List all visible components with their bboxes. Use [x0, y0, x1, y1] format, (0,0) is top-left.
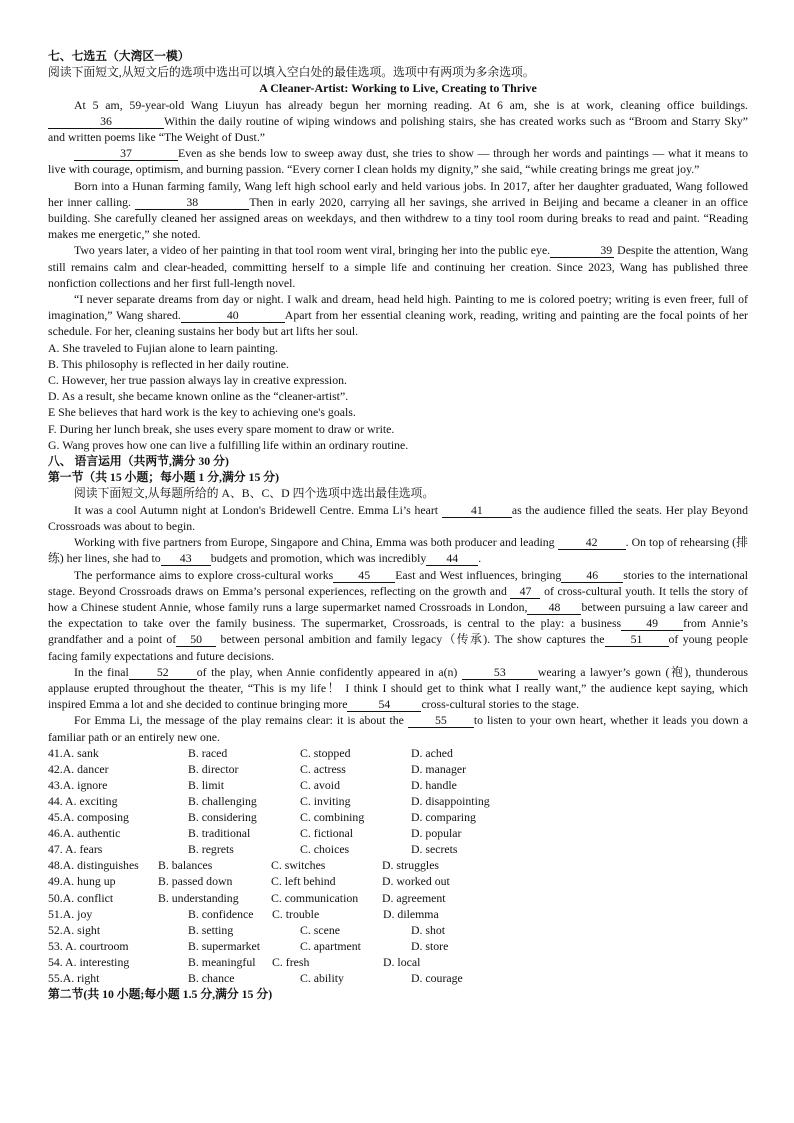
option-a: A. She traveled to Fujian alone to learn painting. — [48, 340, 278, 355]
blank-53[interactable]: 53 — [462, 666, 538, 680]
choice-option[interactable]: D. dilemma — [383, 906, 439, 921]
choice-option[interactable]: D. store — [411, 938, 449, 953]
choice-row-45 — [48, 809, 748, 825]
blank-52[interactable]: 52 — [129, 666, 197, 680]
choice-option[interactable]: 42.A. dancer — [48, 761, 109, 776]
choice-option[interactable]: D. comparing — [411, 810, 476, 825]
passage-title: A Cleaner-Artist: Working to Live, Creating to Thrive — [259, 81, 537, 96]
choice-option[interactable]: D. manager — [411, 761, 467, 776]
section7-options — [48, 340, 748, 453]
choice-option[interactable]: 52.A. sight — [48, 922, 101, 937]
choice-option[interactable]: B. setting — [188, 922, 234, 937]
choice-row-44 — [48, 793, 748, 809]
choice-option[interactable]: D. local — [383, 954, 421, 969]
choice-option[interactable]: B. challenging — [188, 794, 257, 809]
blank-36[interactable]: 36 — [48, 115, 164, 129]
passage-paragraph-5: “I never separate dreams from day or night. I walk and dream, head held high. Painting to me is colored poetry; writing is even freer, full of imagination,” Wang shared. 40 Apart from her essential cleaning work, reading, writing and painting are the focal points of her schedule. For her, cleaning sustains her body but art lifts her soul. — [48, 292, 748, 339]
choice-option[interactable]: 51.A. joy — [48, 906, 93, 921]
choice-option[interactable]: B. regrets — [188, 842, 234, 857]
blank-37[interactable]: 37 — [74, 147, 178, 161]
choice-option[interactable]: 50.A. conflict — [48, 890, 114, 905]
blank-40[interactable]: 40 — [181, 309, 285, 323]
option-b: B. This philosophy is reflected in her daily routine. — [48, 356, 289, 371]
choice-option[interactable]: 48.A. distinguishes — [48, 858, 139, 873]
choice-option[interactable]: B. limit — [188, 777, 225, 792]
choice-option[interactable]: D. secrets — [411, 842, 458, 857]
choice-option[interactable]: D. popular — [411, 826, 462, 841]
choice-option[interactable]: D. struggles — [382, 858, 440, 873]
blank-39[interactable]: 39 — [550, 244, 614, 258]
choice-option[interactable]: 47. A. fears — [48, 842, 103, 857]
choice-option[interactable]: C. communication — [271, 890, 359, 905]
choice-option[interactable]: C. combining — [300, 810, 365, 825]
choice-option[interactable]: C. avoid — [300, 777, 340, 792]
choices-48-51 — [48, 857, 748, 921]
choice-option[interactable]: C. stopped — [300, 745, 351, 760]
choice-option[interactable]: 53. A. courtroom — [48, 938, 129, 953]
choice-option[interactable]: B. raced — [188, 745, 228, 760]
choice-option[interactable]: D. ached — [411, 745, 453, 760]
choice-row-41 — [48, 745, 748, 761]
choice-option[interactable]: B. confidence — [188, 906, 254, 921]
blank-47[interactable]: 47 — [510, 585, 540, 599]
choice-option[interactable]: C. scene — [300, 922, 340, 937]
choice-row-47 — [48, 841, 748, 857]
choice-option[interactable]: D. courage — [411, 971, 463, 986]
blank-55[interactable]: 55 — [408, 714, 474, 728]
choice-option[interactable]: C. fictional — [300, 826, 354, 841]
choice-option[interactable]: C. left behind — [271, 874, 336, 889]
choice-option[interactable]: B. director — [188, 761, 239, 776]
choice-option[interactable]: B. meaningful — [188, 954, 256, 969]
choice-option[interactable]: C. choices — [300, 842, 350, 857]
choice-option[interactable]: B. traditional — [188, 826, 251, 841]
option-d: D. As a result, she became known online as the “cleaner-artist”. — [48, 389, 349, 404]
choice-option[interactable]: B. considering — [188, 810, 257, 825]
choice-option[interactable]: B. understanding — [158, 890, 239, 905]
passage-paragraph-3: Born into a Hunan farming family, Wang left high school early and held various jobs. In 2017, after her daughter graduated, Wang followed her inner calling. 38 Then in early 2020, carrying all her savings, she arrived in Beijing and became a cleaner in an office building. She carefully cleaned her assigned areas on weekdays, and then withdrew to a tiny tool room during breaks to read and paint. “Reading makes me energetic,” she noted. — [48, 178, 749, 242]
choices-54-55 — [48, 954, 748, 986]
choices-41-47 — [48, 745, 748, 858]
choice-option[interactable]: 55.A. right — [48, 971, 100, 986]
choice-row-51 — [48, 906, 748, 922]
choice-option[interactable]: 41.A. sank — [48, 745, 99, 760]
choice-option[interactable]: C. switches — [271, 858, 326, 873]
choice-option[interactable]: B. chance — [188, 971, 235, 986]
section7-instruction: 阅读下面短文,从短文后的选项中选出可以填入空白处的最佳选项。选项中有两项为多余选项。 — [48, 65, 535, 80]
choice-row-42 — [48, 761, 748, 777]
blank-45[interactable]: 45 — [333, 569, 395, 583]
choice-option[interactable]: 46.A. authentic — [48, 826, 121, 841]
choice-row-49 — [48, 873, 748, 889]
choices-52-53 — [48, 922, 748, 954]
blank-50[interactable]: 50 — [176, 633, 216, 647]
choice-option[interactable]: B. balances — [158, 858, 213, 873]
choice-option[interactable]: 44. A. exciting — [48, 794, 118, 809]
option-e: E She believes that hard work is the key to achieving one's goals. — [48, 405, 356, 420]
blank-46[interactable]: 46 — [561, 569, 623, 583]
choice-row-48 — [48, 857, 748, 873]
choice-option[interactable]: C. actress — [300, 761, 346, 776]
section8-part2-heading: 第二节(共 10 小题;每小题 1.5 分,满分 15 分) — [48, 987, 273, 1002]
cloze-paragraph-2: Working with five partners from Europe, Singapore and China, Emma was both producer and leading 42 . On top of rehearsing (排练) her lines, she had to 43 budgets and promotion, which was incredibly 44 . — [48, 535, 748, 566]
choice-option[interactable]: D. worked out — [382, 874, 450, 889]
choice-option[interactable]: 45.A. composing — [48, 810, 129, 825]
blank-48[interactable]: 48 — [527, 601, 581, 615]
choice-option[interactable]: C. fresh — [272, 954, 310, 969]
choice-option[interactable]: 43.A. ignore — [48, 777, 108, 792]
section7-heading: 七、七选五（大湾区一模） — [48, 49, 190, 63]
blank-42[interactable]: 42 — [558, 536, 626, 550]
choice-option[interactable]: C. ability — [300, 971, 344, 986]
choice-row-55 — [48, 970, 748, 986]
choice-option[interactable]: C. apartment — [300, 938, 361, 953]
section8-part1-heading: 第一节（共 15 小题；每小题 1 分,满分 15 分) — [48, 470, 280, 485]
choice-option[interactable]: C. trouble — [272, 906, 320, 921]
passage-paragraph-1: At 5 am, 59-year-old Wang Liuyun has already begun her morning reading. At 6 am, she is at work, cleaning office buildings. 36 Within the daily routine of wiping windows and polishing stairs, she has created works such as “Broom and Starry Sky” and written poems like “The Weight of Dust.” — [48, 97, 748, 145]
choice-option[interactable]: 54. A. interesting — [48, 954, 130, 969]
cloze-paragraph-3: The performance aims to explore cross-cultural works 45 East and West influences, bringing 46 stories to the international stage. Beyond Crossroads draws on Emma’s personal experiences, reflecting on the growth and 47 of cross-cultural youth. It tells the story of how a Chinese student Annie, whose family runs a large supermarket named Crossroads in London, 48 between pursuing a law career and the expectation to take over the family business. The supermarket, Crossroads, is central to the play: a business 49 from Annie’s grandfather and a point of 50 between personal ambition and family legacy（传承). The show captures the 51 of young people facing family expectations and future decisions. — [48, 567, 748, 663]
choice-row-50 — [48, 890, 748, 906]
section8-heading: 八、 语言运用（共两节,满分 30 分) — [48, 454, 229, 469]
choice-option[interactable]: D. disappointing — [411, 794, 490, 809]
exam-page — [48, 48, 748, 1002]
blank-49[interactable]: 49 — [621, 617, 683, 631]
section8-instruction: 阅读下面短文,从每题所给的 A、B、C、D 四个选项中选出最佳选项。 — [74, 486, 435, 501]
choice-option[interactable]: D. shot — [411, 922, 446, 937]
choice-row-54 — [48, 954, 748, 970]
blank-43[interactable]: 43 — [161, 552, 211, 566]
option-c: C. However, her true passion always lay in creative expression. — [48, 373, 347, 388]
choice-option[interactable]: B. passed down — [158, 874, 233, 889]
choice-row-46 — [48, 825, 748, 841]
cloze-paragraph-5: For Emma Li, the message of the play remains clear: it is about the 55 to listen to your own heart, whether it leads you down a familiar path or an entirely new one. — [48, 713, 748, 744]
option-g: G. Wang proves how one can live a fulfilling life within an ordinary routine. — [48, 437, 409, 452]
cloze-paragraph-4: In the final 52 of the play, when Annie confidently appeared in a(n) 53 wearing a lawyer’s gown (袍), thunderous applause erupted throughout the theater, “This is my life！ I think I should get to think what I really want,” the audience kept saying, which inspired Emma a lot and she decided to continue bringing more 54 cross-cultural stories to the stage. — [48, 664, 749, 712]
passage-paragraph-4: Two years later, a video of her painting in that tool room went viral, bringing her into the public eye. 39 Despite the attention, Wang still remains calm and clear-headed, committing herself to a simple life and continuing her creation. Since 2023, Wang has published three nonfiction collections and her first full-length novel. — [48, 243, 748, 290]
choice-row-43 — [48, 777, 748, 793]
choice-option[interactable]: B. supermarket — [188, 938, 261, 953]
passage-paragraph-2: 37 Even as she bends low to sweep away dust, she tries to show — through her words and paintings — what it means to live with courage, optimism, and burning passion. “Every corner I clean holds my dignity,” she said, “while creating brings me great joy.” — [48, 146, 748, 177]
choice-option[interactable]: D. handle — [411, 777, 457, 792]
choice-row-52 — [48, 922, 748, 938]
cloze-paragraph-1: It was a cool Autumn night at London's Bridewell Centre. Emma Li’s heart 41 as the audience filled the seats. Her play Beyond Crossroads was about to begin. — [48, 502, 748, 533]
choice-option[interactable]: C. inviting — [300, 794, 351, 809]
choice-option[interactable]: 49.A. hung up — [48, 874, 116, 889]
option-f: F. During her lunch break, she uses every spare moment to draw or write. — [48, 421, 395, 436]
blank-41[interactable]: 41 — [442, 504, 512, 518]
choice-row-53 — [48, 938, 748, 954]
choice-option[interactable]: D. agreement — [382, 890, 446, 905]
blank-38[interactable]: 38 — [135, 196, 249, 210]
blank-44[interactable]: 44 — [426, 552, 478, 566]
blank-51[interactable]: 51 — [605, 633, 669, 647]
blank-54[interactable]: 54 — [347, 698, 421, 712]
